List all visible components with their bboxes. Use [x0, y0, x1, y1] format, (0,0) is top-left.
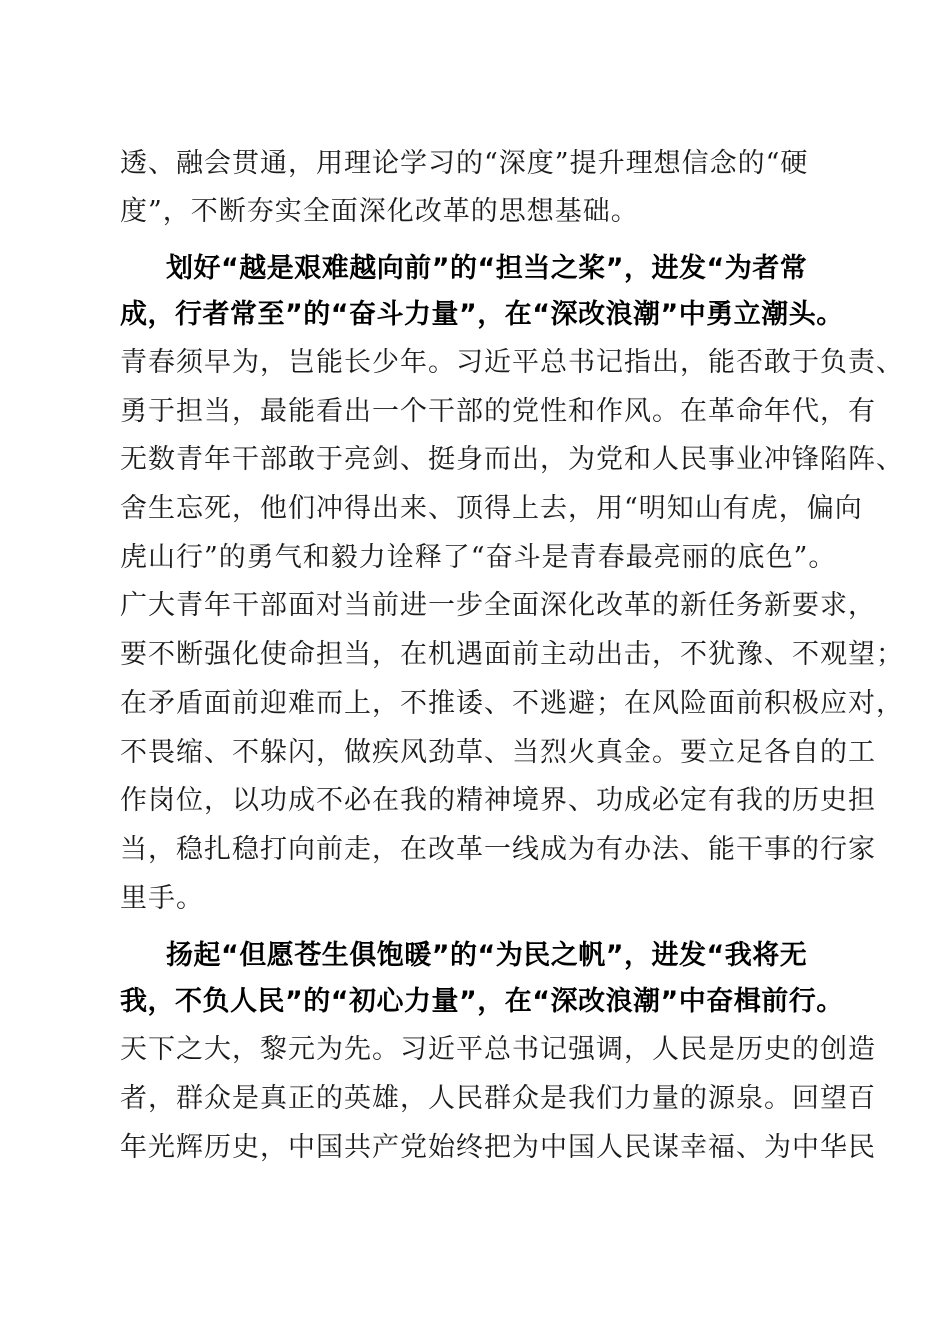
text-line: 勇于担当，最能看出一个干部的党性和作风。在革命年代，有 [120, 396, 876, 427]
section-heading-line: 扬起“但愿苍生俱饱暖”的“为民之帆”，进发“我将无 [166, 940, 808, 971]
text-line: 广大青年干部面对当前进一步全面深化改革的新任务新要求， [120, 590, 876, 621]
section-heading-line: 划好“越是艰难越向前”的“担当之桨”，进发“为者常 [166, 253, 808, 284]
text-line: 透、融会贯通，用理论学习的“深度”提升理想信念的“硬 [120, 148, 809, 179]
text-line: 年光辉历史，中国共产党始终把为中国人民谋幸福、为中华民 [120, 1132, 876, 1163]
text-line: 天下之大，黎元为先。习近平总书记强调，人民是历史的创造 [120, 1034, 876, 1065]
text-line: 在矛盾面前迎难而上，不推诿、不逃避；在风险面前积极应对， [120, 688, 904, 719]
text-line: 虎山行”的勇气和毅力诠释了“奋斗是青春最亮丽的底色”。 [120, 542, 837, 573]
text-line: 要不断强化使命担当，在机遇面前主动出击，不犹豫、不观望； [120, 639, 904, 670]
text-line: 里手。 [120, 883, 204, 914]
text-line: 者，群众是真正的英雄，人民群众是我们力量的源泉。回望百 [120, 1083, 876, 1114]
text-line: 度”，不断夯实全面深化改革的思想基础。 [120, 196, 639, 227]
text-line: 舍生忘死，他们冲得出来、顶得上去，用“明知山有虎，偏向 [120, 493, 863, 524]
section-heading-line: 我，不负人民”的“初心力量”，在“深改浪潮”中奋楫前行。 [120, 986, 844, 1017]
text-line: 作岗位，以功成不必在我的精神境界、功成必定有我的历史担 [120, 785, 876, 816]
text-line: 当，稳扎稳打向前走，在改革一线成为有办法、能干事的行家 [120, 834, 876, 865]
text-line: 不畏缩、不躲闪，做疾风劲草、当烈火真金。要立足各自的工 [120, 737, 876, 768]
text-line: 无数青年干部敢于亮剑、挺身而出，为党和人民事业冲锋陷阵、 [120, 444, 904, 475]
section-heading-line: 成，行者常至”的“奋斗力量”，在“深改浪潮”中勇立潮头。 [120, 299, 844, 330]
text-line: 青春须早为，岂能长少年。习近平总书记指出，能否敢于负责、 [120, 347, 904, 378]
